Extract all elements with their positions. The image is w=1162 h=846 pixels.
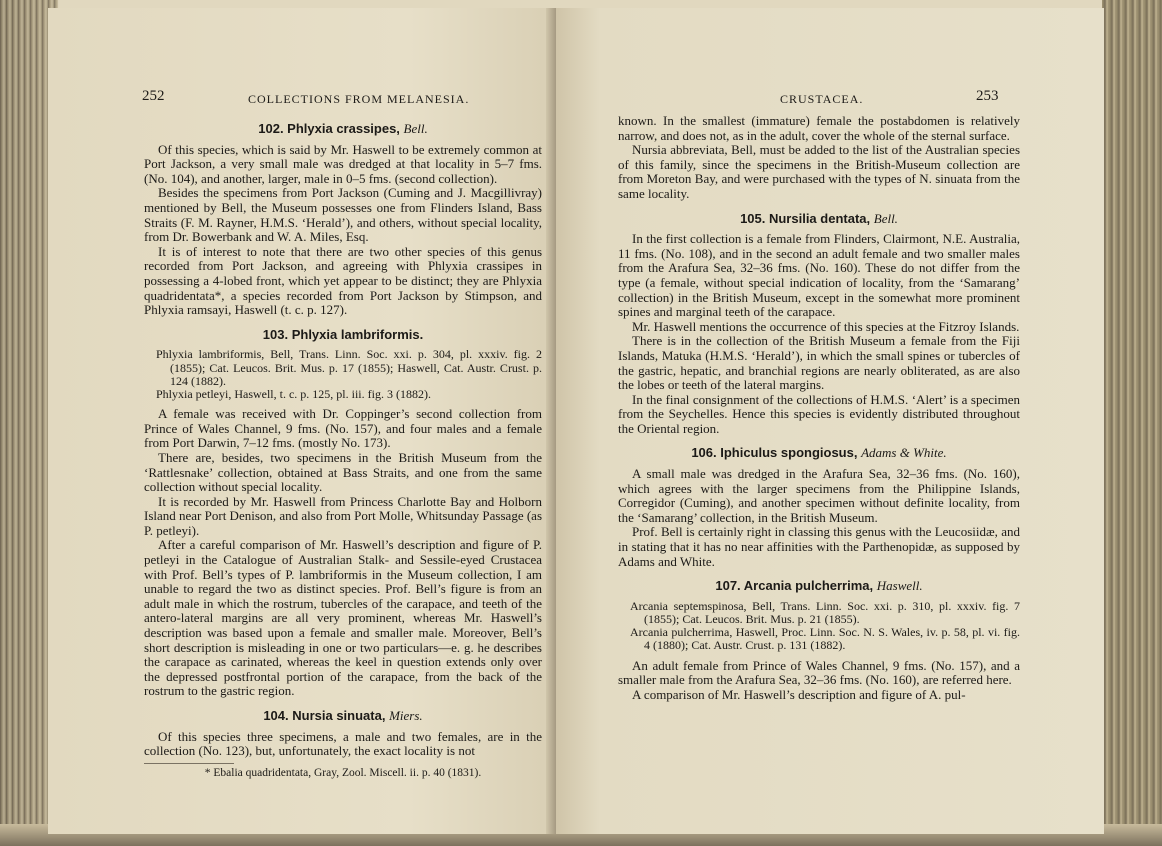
section-title: 105. Nursilia dentata,: [740, 210, 871, 226]
footnote: * Ebalia quadridentata, Gray, Zool. Miscell. ii. p. 40 (1831).: [204, 766, 482, 779]
footnote-rule: [144, 763, 234, 764]
section-heading: [618, 212, 1020, 227]
right-running-head: CRUSTACEA.: [780, 92, 864, 106]
section-heading: [144, 709, 542, 724]
section-title: 104. Nursia sinuata,: [263, 708, 386, 723]
section-title: 106. Iphiculus spongiosus,: [691, 445, 858, 461]
right-page-body: [618, 114, 1020, 702]
section-heading: [618, 579, 1020, 594]
body-paragraph: It is recorded by Mr. Haswell from Princess Charlotte Bay and Holborn Island near Port Denison, and also from Port Molle, Whitsunday Passage (as P. petleyi).: [144, 493, 542, 538]
left-page-body: [144, 112, 542, 780]
section-title: 103. Phlyxia lambriformis.: [262, 326, 424, 342]
body-paragraph: A small male was dredged in the Arafura Sea, 32–36 fms. (No. 160), which agrees with the larger specimens from the Philippine Islands, Corregidor (Cuming), and another specimen without definite locality, from the ‘Samarang’ collection, in the British Museum.: [618, 466, 1020, 525]
body-paragraph: It is of interest to note that there are two other species of this genus recorded from Port Jackson, and agreeing with Phlyxia crassipes in possessing a 4-lobed front, which yet appear to be distinct; they are Phlyxia quadridentata*, a species recorded from Port Jackson by Stimpson, and Phlyxia ramsayi, Haswell (t. c. p. 127).: [144, 243, 542, 318]
body-paragraph: A female was received with Dr. Coppinger’s second collection from Prince of Wales Channel, 9 fms. (No. 157), and four males and a female from Port Darwin, 7–12 fms. (mostly No. 173).: [144, 406, 542, 451]
body-paragraph: After a careful comparison of Mr. Haswell’s description and figure of P. petleyi in the Catalogue of Australian Stalk- and Sessile-eyed Crustacea with Prof. Bell’s types of P. lambriformis in the Museum collection, I am unable to regard the two as distinct species. Prof. Bell’s figure is from an adult male in which the rostrum, tubercles of the carapace, and teeth of the antero-lateral margins are all very prominent, whereas Mr. Haswell’s description was based upon a female and smaller male. Moreover, Bell’s short description is misleading in one or two particulars—e. g. he describes the carapace as carinated, whereas the keel in question extends only over the depressed postfrontal portion of the carapace, from the back of the rostrum to the gastric region.: [144, 537, 542, 699]
body-paragraph: A comparison of Mr. Haswell’s description and figure of A. pul-: [632, 686, 966, 702]
body-paragraph: Prof. Bell is certainly right in classing this genus with the Leucosiidæ, and in stating that it has no near affinities with the Parthenopidæ, as supposed by Adams and White.: [618, 524, 1020, 569]
section-heading: [144, 122, 542, 137]
body-paragraph: Mr. Haswell mentions the occurrence of this species at the Fitzroy Islands.: [632, 318, 1020, 334]
section-title: 102. Phlyxia crassipes,: [258, 121, 400, 136]
body-paragraph: In the first collection is a female from Flinders, Clairmont, N.E. Australia, 11 fms. (No. 108), and in the second an adult female and two smaller males from the Arafura Sea, 32–36 fms. (No. 160). These do not differ from the type (a female, without special indication of locality, from the ‘Samarang’ collection) in the British Museum, except in the somewhat more prominent spines and marginal teeth of the carapace.: [618, 231, 1020, 320]
section-authority: Bell.: [873, 210, 898, 226]
synonymy-line: Arcania pulcherrima, Haswell, Proc. Linn. Soc. N. S. Wales, iv. p. 58, pl. vi. fig. 4 (1880); Cat. Austr. Crust. p. 131 (1882).: [630, 625, 1020, 653]
body-paragraph: Nursia abbreviata, Bell, must be added to the list of the Australian species of this family, since the specimens in the British-Museum collection are from Moreton Bay, and were purchased with the types of N. sinuata from the same locality.: [618, 142, 1020, 201]
synonymy-block: [144, 348, 542, 401]
right-page-stack-edge: [1102, 0, 1162, 846]
body-paragraph: There are, besides, two specimens in the British Museum from the ‘Rattlesnake’ collection, obtained at Bass Straits, and one from the same collection without special locality.: [144, 449, 542, 495]
body-paragraph: known. In the smallest (immature) female the postabdomen is relatively narrow, and does not, as in the adult, cover the whole of the sternal surface.: [618, 113, 1020, 143]
right-page: [556, 8, 1104, 834]
synonymy-line: Phlyxia lambriformis, Bell, Trans. Linn. Soc. xxi. p. 304, pl. xxxiv. fig. 2 (1855); Cat. Leucos. Brit. Mus. p. 17 (1855); Haswell, Cat. Austr. Crust. p. 124 (1882).: [156, 347, 542, 388]
synonymy-line: Arcania septemspinosa, Bell, Trans. Linn. Soc. xxi. p. 310, pl. xxxiv. fig. 7 (1855); Cat. Leucos. Brit. Mus. p. 21 (1855).: [630, 598, 1020, 627]
synonymy-line: Phlyxia petleyi, Haswell, t. c. p. 125, pl. iii. fig. 3 (1882).: [156, 386, 431, 401]
section-authority: Haswell.: [876, 578, 923, 594]
section-title: 107. Arcania pulcherrima,: [715, 578, 874, 594]
synonymy-block: [618, 600, 1020, 653]
section-heading: [618, 446, 1020, 461]
body-paragraph: An adult female from Prince of Wales Channel, 9 fms. (No. 157), and a smaller male from the Arafura Sea, 32–36 fms. (No. 160), are referred here.: [618, 657, 1020, 688]
section-authority: Adams & White.: [861, 445, 947, 461]
section-heading: [144, 328, 542, 343]
section-authority: Bell.: [403, 121, 428, 136]
body-paragraph: Of this species, which is said by Mr. Haswell to be extremely common at Port Jackson, a very small male was dredged at that locality in 5–7 fms. (No. 104), and another, larger, male in 0–5 fms. (second collection).: [144, 141, 542, 186]
right-page-number: 253: [976, 88, 999, 104]
section-authority: Miers.: [389, 708, 423, 723]
body-paragraph: In the final consignment of the collections of H.M.S. ‘Alert’ is a specimen from the Seychelles. Hence this species is evidently distributed throughout the Oriental region.: [618, 391, 1020, 436]
left-page: [48, 8, 564, 834]
left-running-head: COLLECTIONS FROM MELANESIA.: [248, 92, 470, 106]
body-paragraph: Of this species three specimens, a male and two females, are in the collection (No. 123), but, unfortunately, the exact locality is not: [144, 728, 542, 759]
body-paragraph: There is in the collection of the British Museum a female from the Fiji Islands, Matuka (H.M.S. ‘Herald’), in which the small spines or tubercles of the gastric, hepatic, and branchial regions are nearly obliterated, as are also the lobes or teeth of the lateral margins.: [618, 333, 1020, 393]
left-page-number: 252: [142, 88, 165, 104]
body-paragraph: Besides the specimens from Port Jackson (Cuming and J. Macgillivray) mentioned by Bell, the Museum possesses one from Flinders Island, Bass Straits (F. M. Rayner, H.M.S. ‘Herald’), and others, without special locality, from Dr. Bowerbank and W. A. Miles, Esq.: [144, 185, 542, 245]
